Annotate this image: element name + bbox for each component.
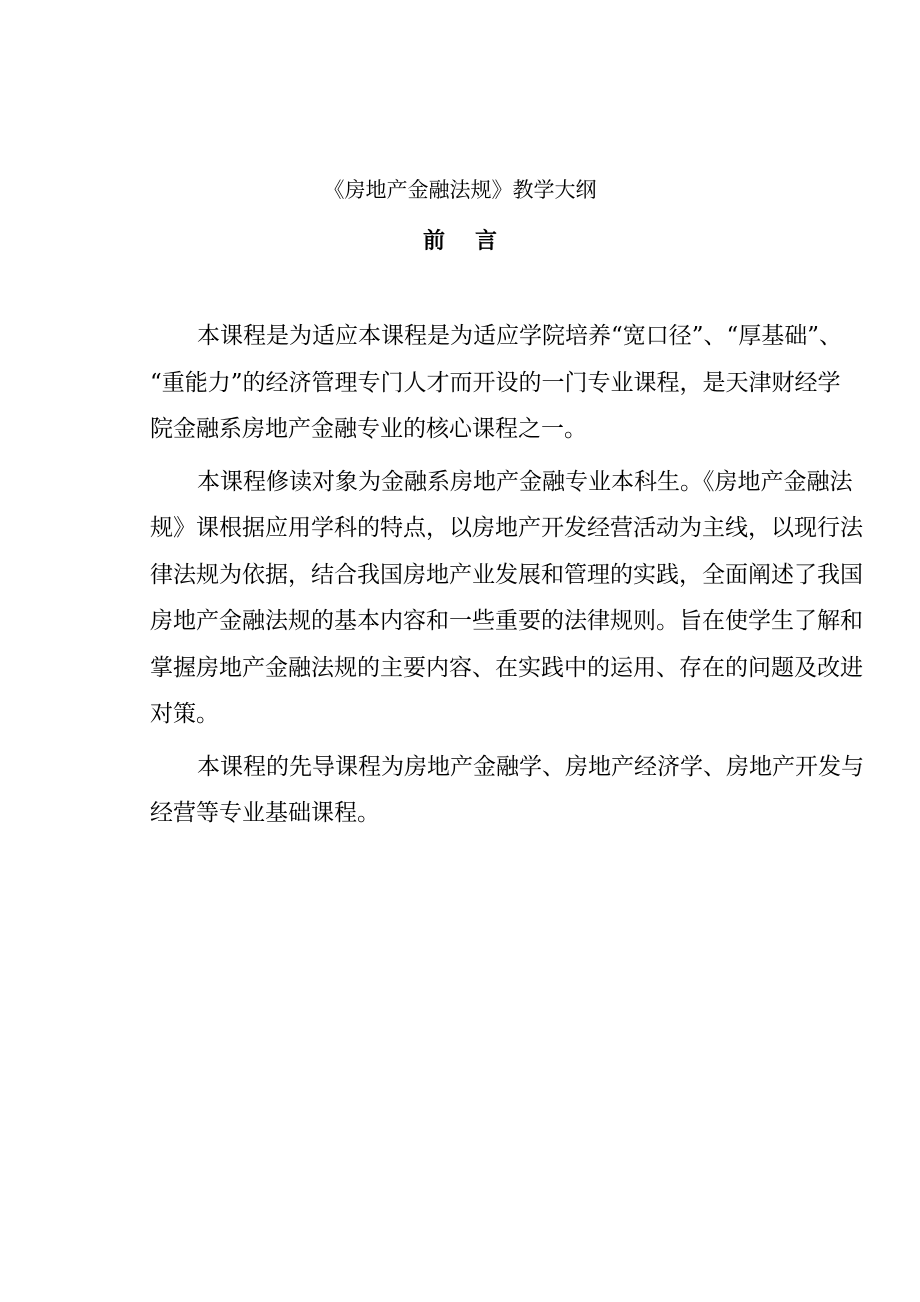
paragraph-line: 律法规为依据，结合我国房地产业发展和管理的实践，全面阐述了我国 <box>150 561 863 588</box>
paragraph-line: 院金融系房地产金融专业的核心课程之一。 <box>150 416 587 442</box>
paragraph <box>150 744 864 837</box>
paragraph-line: 本课程修读对象为金融系房地产金融专业本科生。《房地产金融法 <box>197 468 853 495</box>
paragraph-line: 经营等专业基础课程。 <box>150 800 380 826</box>
paragraph-line: “重能力”的经济管理专门人才而开设的一门专业课程，是天津财经学 <box>150 369 841 396</box>
paragraph <box>150 313 843 453</box>
paragraph <box>150 459 863 738</box>
paragraph-line: 规》课根据应用学科的特点，以房地产开发经营活动为主线，以现行法 <box>150 515 863 541</box>
document-title: 《房地产金融法规》教学大纲 <box>323 178 597 202</box>
paragraph-line: 本课程是为适应本课程是为适应学院培养“宽口径”、“厚基础”、 <box>197 323 843 349</box>
paragraph-line: 本课程的先导课程为房地产金融学、房地产经济学、房地产开发与 <box>197 753 864 780</box>
paragraph-line: 对策。 <box>150 701 219 727</box>
paragraph-line: 房地产金融法规的基本内容和一些重要的法律规则。旨在使学生了解和 <box>150 608 863 634</box>
document-body <box>150 313 864 843</box>
paragraph-line: 掌握房地产金融法规的主要内容、在实践中的运用、存在的问题及改进 <box>150 654 863 681</box>
section-heading: 前言 <box>422 228 527 254</box>
